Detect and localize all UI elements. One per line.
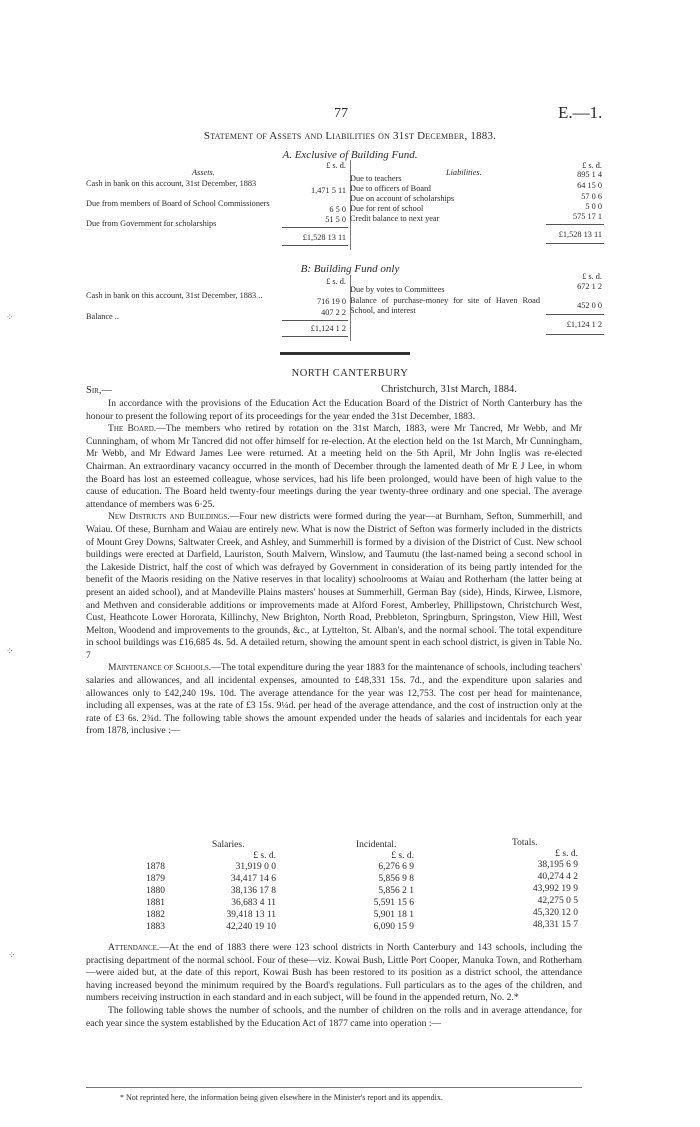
paragraph-intro: In accordance with the provisions of the Education Act the Education Board of the District of North Canterbury has the honour to present the following report of its proceedings for the year ended the 31st December, 1883. [86,398,582,422]
liability-amount: 575 17 1 [572,212,602,221]
liability-amount: 57 0 6 [581,192,602,201]
report-body-continued [86,942,582,1030]
run-in-heading: New Districts and Buildings. [108,511,230,523]
table-incidental: 5,856 2 1 [378,886,414,896]
margin-mark: ⁘ [6,312,14,322]
footnote: * Not reprinted here, the information being given elsewhere in the Minister's report and its appendix. [120,1093,443,1102]
asset-label: Balance .. [86,312,119,321]
paragraph-attendance [86,942,582,1005]
liability-label: Due on account of scholarships [350,194,455,203]
asset-label: Cash in bank on this account, 31st December, 1883 [86,179,257,188]
table-year: 1883 [146,922,165,932]
asset-amount: 51 5 0 [325,215,346,224]
section-b-heading: B: Building Fund only [300,263,400,275]
liability-label: Due for rent of school [350,204,424,213]
liabilities-heading: Liabilities. [446,168,482,177]
paragraph-text: —At the end of 1883 there were 123 school districts in North Canterbury and 143 schools, including the practising department of the normal school. Four of these—viz. Kowai Bush, Little Port Cooper, Manuka Town, and Rotherham—were aided but, at the date of this report, Kowai Bush has been restored to its position as a district school, the attendance having increased beyond the minimum required by the Board's regulations. Full particulars as to the ages of the children, and numbers receiving instruction in each standard and in each subject, will be found in the appended return, No. 2.* [86,942,582,1004]
paragraph-text: —Four new districts were formed during the year—at Burnham, Sefton, Summerhill, and Waiau. Of these, Burnham and Waiau are entirely new. What is now the District of Sefton was formerly included in the districts of Mount Grey Downs, Saltwater Creek, and Ashley, and Summerhill is formed by a division of the District of Cust. New school buildings were erected at Darfield, Lauriston, South Malvern, Winslow, and Taumutu (the last-named being a second school in the Lakeside District, half the cost of which was defrayed by Government in consideration of its being partly intended for the benefit of the Maoris residing on the Native reserves in that locality) schoolrooms at Waiau and Rotherham (the latter being at present an aided school), and at Mandeville Plains masters' houses at Summerhill, German Bay (side), Hinds, Kirwee, Lismore, and Methven and considerable additions or improvements made at Alford Forest, Amberley, Phillipstown, Christchurch West, Cust, Heathcote Lower Hororata, Killinchy, New Brighton, North Road, Prebbleton, Springburn, Springston, View Hill, West Melton, Woodend and improvements to the grounds, &c., at Lyttelton, St. Alban's, and the normal school. The total expenditure in school buildings was £16,685 4s. 5d. A detailed return, showing the amount spent in each school district, is given in Table No. 7 [86,511,583,661]
table-year: 1878 [146,862,165,872]
series-code: E.—1. [558,103,603,122]
lsd-header: £ s. d. [391,851,414,861]
table-salaries: 39,418 13 11 [226,910,276,920]
table-year: 1879 [146,874,165,884]
assets-total: £1,528 13 11 [302,233,346,242]
table-year: 1880 [146,886,165,896]
section-divider [280,352,410,355]
paragraph-text: —The total expenditure during the year 1883 for the maintenance of schools, including teachers' salaries and allowances, and all incidental expenses, amounted to £48,331 15s. 7d., and the expenditure upon salaries and allowances only to £42,240 19s. 10d. The average attendance for the year was 12,753. The cost per head for maintenance, including all expenses, was at the rate of £3 15s. 9¼d. per head of the average attendance, and the cost of instruction only at the rate of £3 6s. 2¾d. The following table shows the amount expended under the heads of salaries and incidentals for each year from 1878, inclusive :— [86,662,582,737]
liability-amount: 672 1 2 [577,282,602,291]
liability-amount: 64 15 0 [577,181,602,190]
liabilities-total: £1,124 1 2 [566,320,602,329]
lsd-header: £ s. d. [253,851,276,861]
asset-amount: 6 5 0 [329,205,346,214]
table-year: 1882 [146,910,165,920]
table-total: 43,992 19 9 [532,884,578,894]
lsd-header: £ s. d. [582,161,602,170]
asset-label: Due from Government for scholarships [86,219,217,228]
liability-amount: 452 0 0 [577,301,602,310]
liability-label: Due by votes to Committees [350,285,445,294]
place-date: Christchurch, 31st March, 1884. [381,384,517,395]
table-year: 1881 [146,898,165,908]
liability-amount: 5 0 0 [585,202,602,211]
page-number: 77 [334,106,348,121]
table-salaries: 36,683 4 11 [231,898,276,908]
table-incidental: 5,901 18 1 [373,910,414,920]
report-title: NORTH CANTERBURY [291,368,409,379]
paragraph-board [86,423,582,511]
margin-mark: ⁘ [6,646,14,656]
asset-amount: 716 19 0 [316,297,346,306]
salutation: Sir,— [86,385,112,396]
lsd-header: £ s. d. [326,161,346,170]
table-total: 48,331 15 7 [532,920,578,930]
margin-mark: ⁘ [8,950,16,960]
table-salaries: 42,240 19 10 [226,922,276,932]
paragraph-table-intro: The following table shows the number of schools, and the number of children on the rolls and in average attendance, for each year since the system established by the Education Act of 1877 came into operation :— [86,1004,582,1029]
table-header: Incidental. [356,840,397,850]
lsd-header: £ s. d. [582,272,602,281]
asset-amount: 1,471 5 11 [311,186,346,195]
asset-amount: 407 2 2 [321,308,346,317]
liability-label: Credit balance to next year [350,214,440,223]
paragraph-maintenance [86,662,582,738]
liability-amount: 895 1 4 [577,170,602,179]
table-salaries: 34,417 14 6 [230,874,276,884]
run-in-heading: Attendance. [108,942,160,953]
liability-label: Balance of purchase-money for site of Haven Road School, and interest [350,296,540,315]
table-total: 38,195 6 9 [537,860,578,870]
table-incidental: 6,090 15 9 [373,922,414,932]
table-salaries: 38,136 17 8 [230,886,276,896]
paragraph-text: —The members who retired by rotation on the 31st March, 1883, were Mr Tancred, Mr Webb, and Mr Cunningham, of whom Mr Tancred did not offer himself for re-election. At the election held on the 1st March, Mr Cunningham, Mr Webb, and Mr Edward James Lee were returned. At a meeting held on the 5th April, Mr John Inglis was re-elected Chairman. An extraordinary vacancy occurred in the month of December through the lamented death of Mr E J Lee, in whom the Board has lost an esteemed colleague, whose services, had his life been prolonged, would have been of high value to the cause of education. The Board held twenty-four meetings during the year twenty-three ordinary and one special. The average attendance of members was 6·25. [86,423,582,510]
paragraph-districts [86,511,582,662]
table-incidental: 6,276 6 9 [378,862,414,872]
table-total: 45,320 12 0 [532,908,578,918]
table-incidental: 5,856 9 8 [378,874,414,884]
table-salaries: 31,919 0 0 [235,862,276,872]
asset-label: Cash in bank on this account, 31st December, 1883 .. [86,291,263,300]
liability-label: Due to officers of Board [350,184,431,193]
table-header: Salaries. [212,840,245,850]
table-incidental: 5,591 15 6 [373,898,414,908]
lsd-header: £ s. d. [555,849,578,859]
lsd-header: £ s. d. [326,277,346,286]
run-in-heading: Maintenance of Schools. [108,662,212,674]
liability-label: Due to teachers [350,174,402,183]
asset-label: Due from members of Board of School Commissioners [86,199,270,208]
table-total: 42,275 0 5 [537,896,578,906]
run-in-heading: The Board. [108,423,157,435]
section-a-heading: A. Exclusive of Building Fund. [282,149,418,161]
assets-heading: Assets. [192,168,215,177]
table-header: Totals. [512,838,538,848]
table-total: 40,274 4 2 [537,872,578,882]
liabilities-total: £1,528 13 11 [558,230,602,239]
assets-total: £1,124 1 2 [310,324,346,333]
report-body [86,398,582,738]
statement-title: Statement of Assets and Liabilities on 31st December, 1883. [203,130,497,142]
